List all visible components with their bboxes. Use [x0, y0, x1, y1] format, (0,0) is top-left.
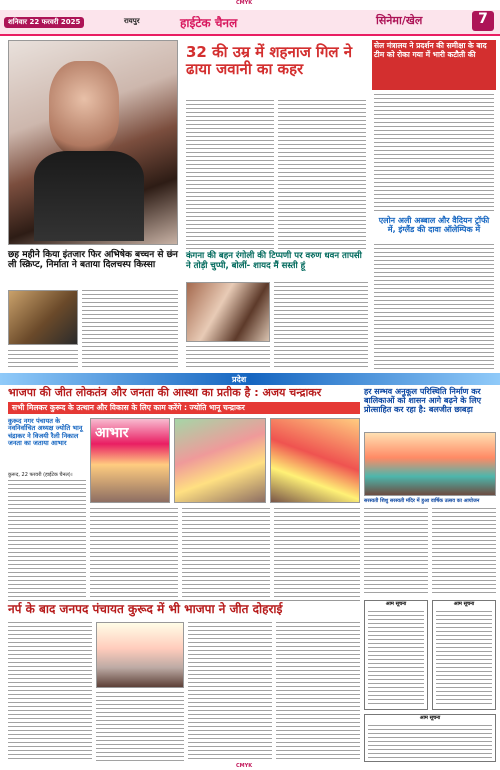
notice-2-title: आम सूचना: [453, 601, 475, 607]
notice-1-title: आम सूचना: [385, 601, 407, 607]
story2-photo: [8, 290, 78, 345]
story4-headline: भाजपा की जीत लोकतंत्र और जनता की आस्था का प्रतीक है : अजय चन्द्राकर: [8, 386, 322, 399]
lead-headline: 32 की उम्र में शहनाज गिल ने ढाया जवानी का कहर: [186, 43, 353, 79]
story4-body-col1: [8, 480, 86, 598]
notice-3-title: आम सूचना: [419, 715, 441, 721]
story5-body-col1: [364, 508, 428, 596]
masthead-page-number: 7: [472, 11, 494, 31]
story2-body-2: [8, 350, 78, 368]
story4-side-note: कुरूद नगर पंचायत के नवनिर्वाचित अध्यक्ष ज्योति भानू चंद्राकर ने विजयी रैली निकाल जनता का जताया आभार: [8, 417, 83, 448]
story5-caption: सरस्वती शिशु सरस्वती मंदिर में हुआ वार्षिक उत्सव का आयोजन: [364, 498, 480, 504]
story6-photo: [96, 622, 184, 688]
section-band-label: प्रदेश: [232, 375, 247, 384]
notice-1: [364, 600, 428, 710]
story2-headline: छह महीने किया इंतजार फिर अभिषेक बच्चन से छंन ली स्क्रिप्ट, निर्माता ने बताया दिलचस्प किस्सा: [8, 250, 178, 271]
story4-sub-headline: सभी मिलकर कुरूद के उत्थान और विकास के लिए काम करेंगे : ज्योति भानू चन्द्राकर: [12, 403, 245, 412]
story6-headline: नर्प के बाद जनपद पंचायत कुरूद में भी भाजपा ने जीत दोहराई: [8, 602, 283, 616]
lead-body-col1: [186, 100, 274, 250]
side-headline: सेल मंत्रालय ने प्रदर्शन की समीक्षा के बाद टीम को रोका गया में भारी कटौती की: [374, 41, 487, 59]
masthead-city: रायपुर: [124, 17, 140, 25]
story3-body-2: [186, 346, 270, 368]
lead-body-col2: [278, 100, 366, 250]
story4-photo-banner: आभार: [95, 425, 129, 441]
story4-body-col4: [274, 508, 360, 598]
side-body-2: [374, 244, 494, 372]
story6-body-col4: [276, 622, 360, 762]
story3-headline: कंगना की बहन रंगोली की टिप्पणी पर वरुण धवन तापसी ने तोड़ी चुप्पी, बोलीं- शायद मैं सस्ती हूं: [186, 251, 362, 271]
story4-photo-crowd-1: [90, 418, 170, 503]
story4-photo-crowd-3: [270, 418, 360, 503]
notice-3: [364, 714, 496, 762]
story4-photo-crowd-2: [174, 418, 266, 503]
footer-bottom-mark: CMYK: [236, 763, 253, 769]
story4-body-col3: [182, 508, 270, 598]
story6-rule: [8, 600, 360, 601]
story4-byline: कुरूद, 22 फरवरी (हाईटेक चैनल)।: [8, 472, 73, 478]
story2-body: [82, 290, 178, 368]
story5-body-col2: [432, 508, 496, 596]
story5-photo: [364, 432, 496, 496]
side-sub-headline: एलोन अली अब्बाल और वैदियन ट्रॉफी में, इंग्लैंड की दावा ऑलेम्पिक में: [378, 216, 490, 235]
story3-body: [274, 282, 368, 368]
story3-photo: [186, 282, 270, 342]
lead-photo: [8, 40, 178, 245]
masthead-brand-logo: हाईटेक चैनल: [180, 16, 238, 30]
story6-body-col1: [8, 622, 92, 762]
story6-body-col2: [96, 692, 184, 762]
story6-body-col3: [188, 622, 272, 762]
side-body: [374, 94, 494, 214]
masthead-top-mark: CMYK: [236, 0, 253, 6]
masthead-date: शनिवार 22 फरवरी 2025: [4, 17, 84, 28]
notice-2: [432, 600, 496, 710]
story5-headline: हर सम्भव अनुकूल परिस्थिति निर्माण कर बालिकाओं को शासन आगे बढ़ने के लिए प्रोत्साहित कर रहा है: बलजीत छाबड़ा: [364, 387, 482, 415]
story4-body-col2: [90, 508, 178, 598]
section-band: [0, 373, 500, 385]
masthead-section: सिनेमा/खेल: [376, 14, 423, 27]
